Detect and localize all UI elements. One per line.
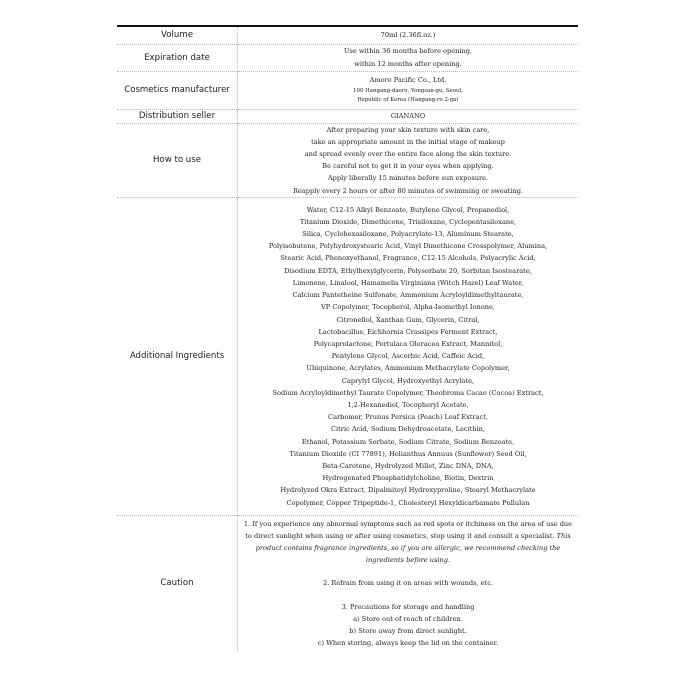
ingredient-line: Ubiquinone, Acrylates, Ammonium Methacrylate Copolymer, — [306, 364, 510, 373]
how-to-use-line: and spread evenly over the entire face along the skin texture. — [304, 149, 512, 158]
how-to-use-row — [117, 123, 578, 197]
caution-label: Caution — [117, 515, 238, 651]
ingredient-line: Silica, Cyclohexasiloxane, Polyacrylate-13, Aluminum Stearate, — [302, 230, 514, 239]
ingredient-line: Carbomer, Prunus Persica (Peach) Leaf Extract, — [328, 413, 488, 422]
caution-paragraph-2: 2. Refrain from using it on areas with wounds, etc. — [323, 579, 493, 588]
ingredient-line: Hydrolyzed Okra Extract, Dipalmitoyl Hydroxyproline, Stearyl Methacrylate — [280, 486, 536, 495]
how-to-use-line: Be careful not to get it in your eyes when applying. — [322, 162, 494, 171]
how-to-use-line: Apply liberally 15 minutes before sun exposure. — [327, 174, 489, 183]
ingredients-value — [238, 197, 579, 515]
ingredient-line: VP Copolymer, Tocopherol, Alpha-Isomethyl Ionone, — [321, 303, 495, 312]
ingredient-line: Copolymer, Copper Tripeptide-1, Cholesteryl Hexyldicarbamate Pullulan — [286, 498, 530, 507]
ingredient-line: Sodium Acryloyldimethyl Taurate Copolymer, Theobroma Cacao (Cocoa) Extract, — [272, 388, 544, 397]
volume-label: Volume — [117, 26, 238, 44]
expiration-line: Use within 36 months before opening, — [343, 47, 473, 56]
caution-paragraph-3-title: 3. Precautions for storage and handling — [341, 602, 475, 611]
caution-paragraph-1 — [240, 518, 576, 567]
expiration-row — [117, 44, 578, 71]
ingredients-row — [117, 197, 578, 515]
ingredient-line: Stearic Acid, Phenoxyethanol, Fragrance, C12-15 Alcohols, Polyacrylic Acid, — [280, 254, 536, 263]
caution-p1-italic: This product contains fragrance ingredients, so if you are allergic, we recommend checking the ingredients before using. — [255, 531, 571, 565]
ingredient-line: Disodium EDTA, Ethylhexylglycerin, Polysorbate 20, Sorbitan Isostearate, — [284, 266, 532, 275]
ingredient-line: Titanium Dioxide (CI 77891), Helianthus Annuus (Sunflower) Seed Oil, — [289, 449, 527, 458]
expiration-value — [238, 44, 579, 71]
manufacturer-address: Republic of Korea (Hangang-ro 2-ga) — [357, 97, 459, 104]
manufacturer-row — [117, 71, 578, 109]
expiration-line: within 12 months after opening. — [354, 59, 462, 68]
volume-row — [117, 26, 578, 44]
seller-value: GIANANO — [390, 111, 426, 120]
ingredient-line: Beta-Carotene, Hydrolyzed Millet, Zinc DNA, DNA, — [322, 461, 494, 470]
manufacturer-label: Cosmetics manufacturer — [117, 71, 238, 109]
ingredient-line: 1,2-Hexanediol, Tocopheryl Acetate, — [347, 400, 469, 409]
ingredient-line: Ethanol, Potassium Sorbate, Sodium Citrate, Sodium Benzoate, — [301, 437, 515, 446]
manufacturer-name: Amore Pacific Co., Ltd. — [369, 76, 447, 85]
caution-p1-text: 1. If you experience any abnormal symptoms such as red spots or itchiness on the area of use due to direct sunlight when using or after using cosmetics, stop using it and consult a specialist. — [243, 519, 573, 540]
caution-row — [117, 515, 578, 651]
ingredient-line: Caprylyl Glycol, Hydroxyethyl Acrylate, — [341, 376, 475, 385]
ingredient-line: Limonene, Linalool, Hamamelis Virginiana (Witch Hazel) Leaf Water, — [292, 278, 524, 287]
caution-storage-item: c) When storing, always keep the lid on the container. — [317, 639, 499, 648]
ingredient-line: Lactobacillus, Eichhornia Crassipes Ferment Extract, — [318, 327, 498, 336]
ingredient-line: Polyisobutene, Polyhydroxystearic Acid, Vinyl Dimethicone Crosspolymer, Alumina, — [268, 242, 548, 251]
ingredient-line: Polycaprolactone, Portulaca Oleracea Extract, Mannitol, — [313, 339, 503, 348]
product-info-table — [117, 25, 578, 651]
manufacturer-value — [238, 71, 579, 109]
how-to-use-line: take an appropriate amount in the initial stage of makeup — [311, 137, 505, 146]
how-to-use-label: How to use — [117, 123, 238, 197]
seller-label: Distribution seller — [117, 109, 238, 123]
ingredient-line: Titanium Dioxide, Dimethicone, Trisiloxane, Cyclopentasiloxane, — [299, 217, 517, 226]
caution-storage-item: a) Store out of reach of children. — [353, 614, 463, 623]
ingredient-line: Calcium Pantetheine Sulfonate, Ammonium Acryloyldimethyltaurate, — [292, 291, 524, 300]
expiration-label: Expiration date — [117, 44, 238, 71]
how-to-use-value — [238, 123, 579, 197]
ingredient-line: Citronellol, Xanthan Gum, Glycerin, Citral, — [336, 315, 480, 324]
seller-row — [117, 109, 578, 123]
ingredients-label: Additional Ingredients — [117, 197, 238, 515]
ingredient-line: Water, C12-15 Alkyl Benzoate, Butylene Glycol, Propanediol, — [306, 205, 510, 214]
caution-storage-item: b) Store away from direct sunlight. — [349, 626, 467, 635]
ingredient-line: Hydrogenated Phosphatidylcholine, Biotin, Dextrin — [322, 474, 494, 483]
ingredient-line: Pentylene Glycol, Ascorbic Acid, Caffeic Acid, — [331, 352, 485, 361]
ingredient-line: Citric Acid, Sodium Dehydroacetate, Lecithin, — [330, 425, 486, 434]
manufacturer-address: 100 Hangang-daero, Yongsan-gu, Seoul, — [353, 87, 463, 94]
volume-value: 70ml (2.36fl.oz.) — [380, 31, 436, 40]
how-to-use-line: After preparing your skin texture with skin care, — [326, 125, 490, 134]
how-to-use-line: Reapply every 2 hours or after 80 minutes of swimming or sweating. — [292, 186, 524, 195]
caution-value — [238, 515, 579, 651]
